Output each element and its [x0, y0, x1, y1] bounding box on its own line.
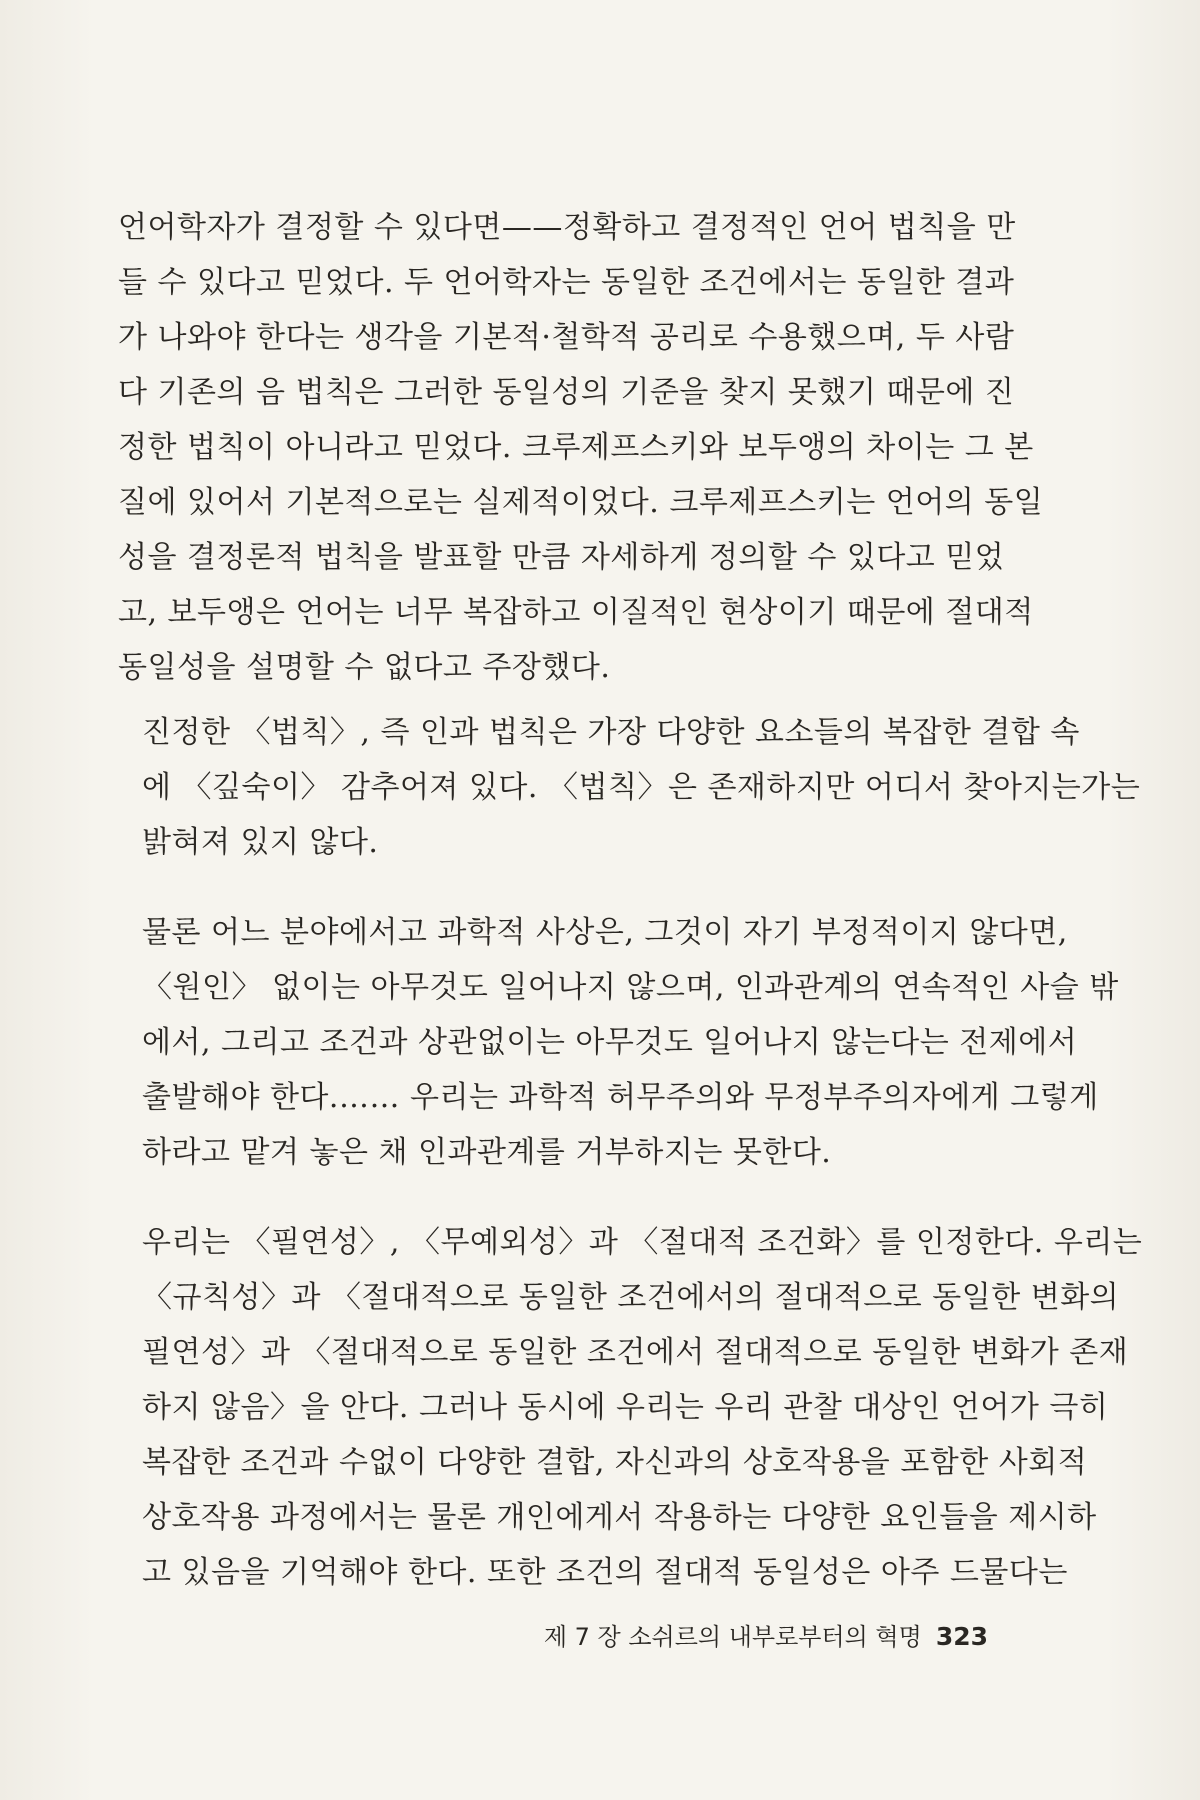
- quote-line: 물론 어느 분야에서고 과학적 사상은, 그것이 자기 부정적이지 않다면,: [142, 915, 1068, 950]
- quote-line: 우리는 〈필연성〉, 〈무예외성〉과 〈절대적 조건화〉를 인정한다. 우리는: [142, 1225, 1143, 1260]
- running-footer-chapter-title: 제 7 장 소쉬르의 내부로부터의 혁명: [543, 1623, 922, 1651]
- quote-line: 에서, 그리고 조건과 상관없이는 아무것도 일어나지 않는다는 전제에서: [142, 1025, 1078, 1060]
- quote-line: 필연성〉과 〈절대적으로 동일한 조건에서 절대적으로 동일한 변화가 존재: [142, 1335, 1129, 1370]
- block-quote-1: [142, 705, 1141, 870]
- text-line: 들 수 있다고 믿었다. 두 언어학자는 동일한 조건에서는 동일한 결과: [118, 265, 1015, 300]
- quote-line: 하라고 맡겨 놓은 채 인과관계를 거부하지는 못한다.: [142, 1135, 832, 1170]
- text-line: 언어학자가 결정할 수 있다면——정확하고 결정적인 언어 법칙을 만: [118, 210, 1016, 245]
- quote-line: 복잡한 조건과 수없이 다양한 결합, 자신과의 상호작용을 포함한 사회적: [142, 1445, 1088, 1480]
- text-line: 가 나와야 한다는 생각을 기본적·철학적 공리로 수용했으며, 두 사람: [118, 320, 1015, 355]
- page-footer: [544, 1617, 988, 1657]
- block-quote-3: [142, 1215, 1143, 1600]
- text-line: 고, 보두앵은 언어는 너무 복잡하고 이질적인 현상이기 때문에 절대적: [118, 595, 1034, 630]
- text-line: 정한 법칙이 아니라고 믿었다. 크루제프스키와 보두앵의 차이는 그 본: [118, 430, 1034, 465]
- quote-line: 〈원인〉 없이는 아무것도 일어나지 않으며, 인과관계의 연속적인 사슬 밖: [142, 970, 1119, 1005]
- text-line: 동일성을 설명할 수 없다고 주장했다.: [118, 650, 611, 685]
- block-quote-2: [142, 905, 1119, 1180]
- quote-line: 출발해야 한다.…… 우리는 과학적 허무주의와 무정부주의자에게 그렇게: [142, 1080, 1099, 1115]
- text-line: 성을 결정론적 법칙을 발표할 만큼 자세하게 정의할 수 있다고 믿었: [118, 540, 1005, 575]
- text-line: 다 기존의 음 법칙은 그러한 동일성의 기준을 찾지 못했기 때문에 진: [118, 375, 1015, 410]
- quote-line: 〈규칙성〉과 〈절대적으로 동일한 조건에서의 절대적으로 동일한 변화의: [142, 1280, 1120, 1315]
- text-line: 질에 있어서 기본적으로는 실제적이었다. 크루제프스키는 언어의 동일: [118, 485, 1044, 520]
- quote-line: 상호작용 과정에서는 물론 개인에게서 작용하는 다양한 요인들을 제시하: [142, 1500, 1097, 1535]
- quote-line: 고 있음을 기억해야 한다. 또한 조건의 절대적 동일성은 아주 드물다는: [142, 1555, 1068, 1590]
- quote-line: 진정한 〈법칙〉, 즉 인과 법칙은 가장 다양한 요소들의 복잡한 결합 속: [142, 715, 1080, 750]
- page-number: 323: [935, 1622, 988, 1651]
- quote-line: 에 〈깊숙이〉 감추어져 있다. 〈법칙〉은 존재하지만 어디서 찾아지는가는: [142, 770, 1141, 805]
- quote-line: 하지 않음〉을 안다. 그러나 동시에 우리는 우리 관찰 대상인 언어가 극히: [142, 1390, 1109, 1425]
- quote-line: 밝혀져 있지 않다.: [142, 825, 379, 860]
- main-paragraph: [118, 200, 1044, 695]
